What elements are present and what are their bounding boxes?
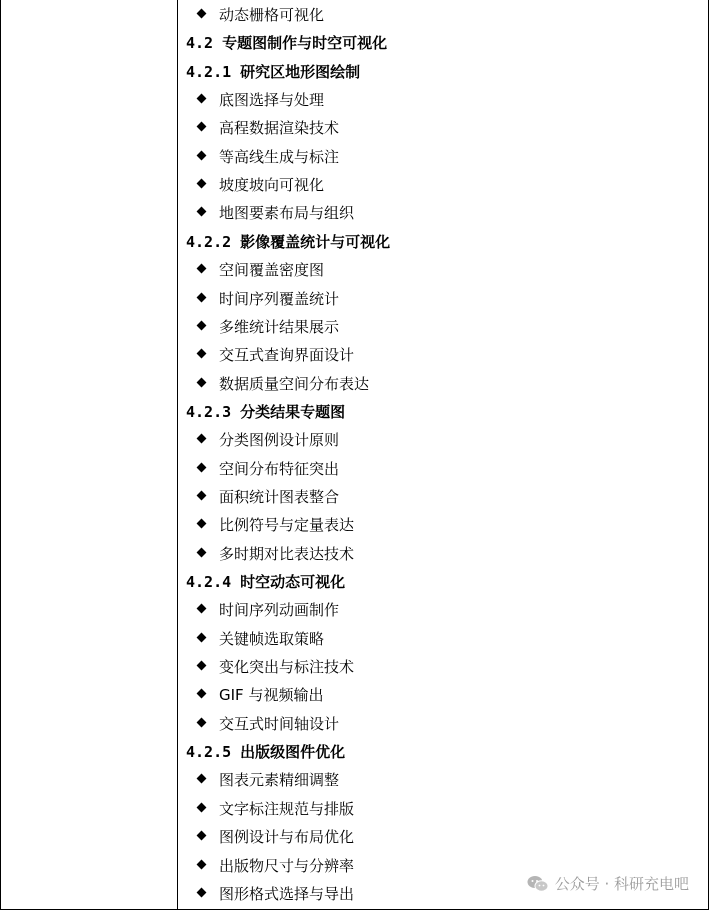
list-item <box>198 313 339 341</box>
table-right-cell <box>178 0 708 909</box>
section-heading <box>186 228 390 256</box>
list-item <box>198 256 324 284</box>
list-item-text: 图例设计与布局优化 <box>219 828 355 847</box>
list-item <box>198 455 339 483</box>
diamond-bullet-icon <box>197 377 207 387</box>
heading-text: 4.2.1 研究区地形图绘制 <box>186 62 361 81</box>
list-item <box>198 426 339 454</box>
list-item-text: 多维统计结果展示 <box>219 317 340 336</box>
heading-text: 4.2.4 时空动态可视化 <box>186 573 346 591</box>
list-item <box>198 114 339 142</box>
list-item <box>198 199 354 227</box>
list-item <box>198 880 354 908</box>
diamond-bullet-icon <box>197 661 207 671</box>
diamond-bullet-icon <box>197 689 207 699</box>
diamond-bullet-icon <box>197 774 207 784</box>
list-item <box>198 653 354 681</box>
list-item <box>198 171 324 199</box>
diamond-bullet-icon <box>197 859 207 869</box>
list-item-text: 动态栅格可视化 <box>219 6 325 24</box>
diamond-bullet-icon <box>197 320 207 330</box>
list-item <box>198 143 339 171</box>
diamond-bullet-icon <box>197 547 207 557</box>
list-item-text: 变化突出与标注技术 <box>219 658 355 677</box>
heading-text: 4.2.2 影像覆盖统计与可视化 <box>186 232 391 251</box>
diamond-bullet-icon <box>197 349 207 359</box>
list-item-text: 面积统计图表整合 <box>219 487 340 506</box>
list-item-text: 空间覆盖密度图 <box>219 261 325 280</box>
section-heading <box>186 58 360 86</box>
list-item-text: 等高线生成与标注 <box>219 147 340 166</box>
watermark-text: 公众号 · 科研充电吧 <box>554 875 689 893</box>
list-item-text: 多时期对比表达技术 <box>219 544 355 563</box>
list-item-text: 空间分布特征突出 <box>219 459 340 478</box>
list-item <box>198 795 354 823</box>
heading-text: 4.2 专题图制作与时空可视化 <box>186 34 388 53</box>
list-item-text: 比例符号与定量表达 <box>219 516 355 535</box>
watermark <box>527 871 689 897</box>
list-item <box>198 823 354 851</box>
list-item-text: 时间序列覆盖统计 <box>219 289 340 308</box>
list-item <box>198 341 354 369</box>
diamond-bullet-icon <box>197 264 207 274</box>
list-item-text: 文字标注规范与排版 <box>219 799 355 818</box>
list-item-text: GIF 与视频输出 <box>219 686 324 705</box>
list-item-text: 时间序列动画制作 <box>219 601 340 620</box>
list-item-text: 交互式时间轴设计 <box>219 714 340 733</box>
diamond-bullet-icon <box>197 519 207 529</box>
list-item-text: 交互式查询界面设计 <box>219 346 355 365</box>
heading-text: 4.2.3 分类结果专题图 <box>186 402 346 421</box>
diamond-bullet-icon <box>197 292 207 302</box>
list-item-text: 底图选择与处理 <box>219 91 325 110</box>
diamond-bullet-icon <box>197 462 207 472</box>
section-heading <box>186 29 387 57</box>
list-item-text: 地图要素布局与组织 <box>219 204 355 223</box>
heading-text: 4.2.5 出版级图件优化 <box>186 743 346 762</box>
list-item-text: 图形格式选择与导出 <box>219 884 355 903</box>
list-item <box>198 681 323 709</box>
list-item-text: 分类图例设计原则 <box>219 431 340 450</box>
list-item-text: 图表元素精细调整 <box>219 771 340 790</box>
section-heading <box>186 568 345 596</box>
table-left-cell <box>1 0 178 909</box>
wechat-icon <box>527 875 549 893</box>
list-item <box>198 596 339 624</box>
diamond-bullet-icon <box>197 122 207 132</box>
diamond-bullet-icon <box>197 802 207 812</box>
list-item <box>198 86 324 114</box>
diamond-bullet-icon <box>197 604 207 614</box>
list-item <box>198 710 339 738</box>
section-heading <box>186 398 345 426</box>
list-item <box>198 511 354 539</box>
list-item-text: 高程数据渲染技术 <box>219 119 340 138</box>
list-item-text: 数据质量空间分布表达 <box>219 374 370 393</box>
section-heading <box>186 738 345 766</box>
list-item <box>198 625 324 653</box>
list-item-text: 关键帧选取策略 <box>219 629 325 648</box>
list-item <box>198 766 339 794</box>
list-item-text: 出版物尺寸与分辨率 <box>219 856 355 875</box>
diamond-bullet-icon <box>197 434 207 444</box>
list-item <box>198 852 354 880</box>
list-item <box>198 285 339 313</box>
diamond-bullet-icon <box>197 207 207 217</box>
diamond-bullet-icon <box>197 887 207 897</box>
list-item <box>198 540 354 568</box>
diamond-bullet-icon <box>197 831 207 841</box>
diamond-bullet-icon <box>197 179 207 189</box>
list-item <box>198 370 369 398</box>
diamond-bullet-icon <box>197 94 207 104</box>
diamond-bullet-icon <box>197 717 207 727</box>
list-item-text: 坡度坡向可视化 <box>219 176 325 195</box>
list-item <box>198 1 324 29</box>
diamond-bullet-icon <box>197 150 207 160</box>
diamond-bullet-icon <box>197 632 207 642</box>
list-item <box>198 483 339 511</box>
diamond-bullet-icon <box>197 9 207 19</box>
diamond-bullet-icon <box>197 490 207 500</box>
